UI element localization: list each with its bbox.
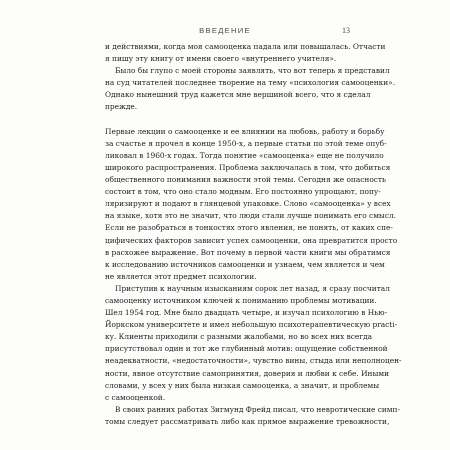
text-line: ку. Клиенты приходили с разными жалобами, но во всех них всегда xyxy=(105,332,373,342)
text-line: к исследованию источников самооценки и узнаем, чем является и чем xyxy=(105,259,385,269)
text-line: Первые лекции о самооценке и ее влиянии на любовь, работу и борьбу xyxy=(105,126,385,136)
text-line: Однако нынешний труд кажется мне вершиной всего, что я сделал xyxy=(105,90,371,100)
text-line: томы следует рассматривать либо как прямое выражение тревожности, xyxy=(105,416,390,426)
text-line: с самооценкой. xyxy=(105,392,166,402)
text-line: присутствовал один и тот же глубинный мотив: ощущение собственной xyxy=(105,344,388,354)
text-line: на суд читателей последнее творение на тему «психология самооценки». xyxy=(105,78,396,88)
paragraph-gap xyxy=(105,114,351,126)
text-line: и действиями, когда моя самооценка падала или повышалась. Отчасти xyxy=(105,42,386,51)
text-line: ликовал в 1960-х годах. Тогда понятие «самооценка» еще не получило xyxy=(105,150,384,160)
text-line: ляризируют и подают в глянцевой упаковке. Слово «самооценка» у всех xyxy=(105,199,391,209)
text-line: я пишу эту книгу от имени своего «внутреннего учителя». xyxy=(105,54,337,64)
text-line: общественного понимания важности этой темы. Сегодня же опасность xyxy=(105,175,387,185)
running-head xyxy=(0,26,450,40)
text-line: широкого распространения. Проблема заключалась в том, что добиться xyxy=(105,162,391,172)
text-line: не является этот предмет психологии. xyxy=(105,271,257,281)
page-number: 13 xyxy=(342,26,350,35)
text-line: неадекватности, «недостаточности», чувство вины, стыда или неполноцен- xyxy=(105,356,402,366)
text-line: В своих ранних работах Зигмунд Фрейд писал, что невротические симп- xyxy=(115,404,400,414)
text-line: Шел 1954 год. Мне было двадцать четыре, и изучал психологию в Нью- xyxy=(105,308,388,318)
text-line: словами, у всех у них была низкая самооценка, а значит, и проблемы xyxy=(105,380,380,390)
text-line: на языке, хотя это не значит, что люди стали лучше понимать его смысл. xyxy=(105,211,397,221)
text-line: за счастье я прочел в конце 1950-х, а первые статьи по этой теме опуб- xyxy=(105,138,387,148)
text-line: Йоркском университете и имел небольшую психотерапевтическую practi- xyxy=(105,320,398,330)
section-title: ВВЕДЕНИЕ xyxy=(199,26,251,35)
text-line: самооценку источником ключей к пониманию проблемы мотивации. xyxy=(105,295,377,305)
text-line: Если не разобраться в тонкостях этого явления, не понять, от каких спе- xyxy=(105,223,393,233)
text-line: цифических факторов зависит успех самооценки, она превратится просто xyxy=(105,235,398,245)
text-line: состоит в том, что оно стало модным. Его постоянно упрощают, попу- xyxy=(105,187,381,197)
text-line: прежде. xyxy=(105,102,138,112)
text-line: Было бы глупо с моей стороны заявлять, что вот теперь я представил xyxy=(115,66,390,76)
text-line: ности, явное отсутствие самопринятия, доверия и любви к себе. Иными xyxy=(105,368,390,378)
text-line: Приступив к научным изысканиям сорок лет назад, я сразу посчитал xyxy=(115,283,390,293)
text-line: в расхожее выражение. Вот почему в первой части книги мы обратимся xyxy=(105,247,391,257)
body-text xyxy=(105,41,402,428)
